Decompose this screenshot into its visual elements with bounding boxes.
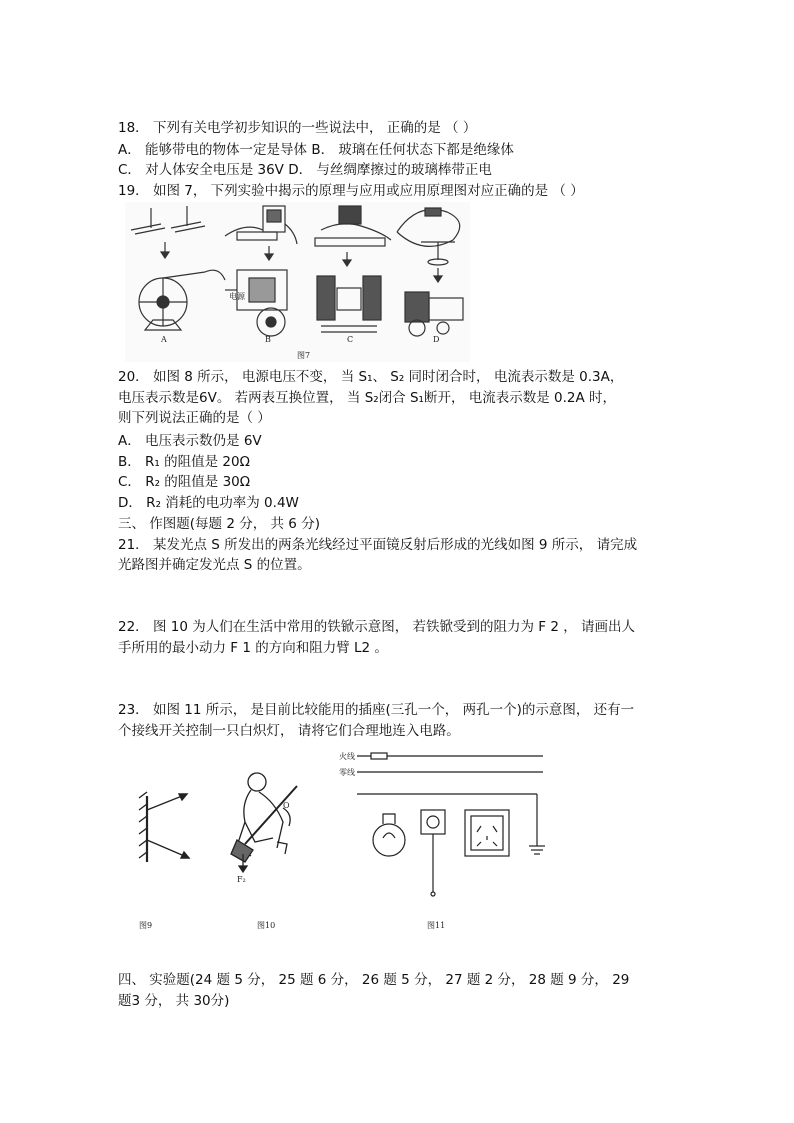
figure-7 bbox=[125, 202, 470, 362]
q20-line3: 则下列说法正确的是（ ） bbox=[118, 410, 271, 426]
section-4-line2: 题3 分， 共 30分) bbox=[118, 993, 230, 1009]
q23-line2: 个接线开关控制一只白炽灯， 请将它们合理地连入电路。 bbox=[118, 723, 460, 739]
fig7-power-label: 电源 bbox=[229, 292, 245, 301]
fig11-circuit-diagram bbox=[357, 753, 545, 896]
fig11-caption: 图11 bbox=[427, 921, 446, 930]
q19-stem: 19． 如图 7， 下列实验中揭示的原理与应用或应用原理图对应正确的是 （ ） bbox=[118, 183, 584, 199]
fig7-caption: 图7 bbox=[297, 351, 311, 360]
fig11-live-wire-label: 火线 bbox=[339, 752, 355, 761]
fig7-label-b: B bbox=[265, 335, 271, 344]
fig10-pivot-label: O bbox=[283, 801, 290, 810]
fig10-shovel-diagram bbox=[231, 773, 297, 872]
q21-line1: 21． 某发光点 S 所发出的两条光线经过平面镜反射后形成的光线如图 9 所示， 请完成 bbox=[118, 537, 638, 553]
q20-option-d: D． R₂ 消耗的电功率为 0.4W bbox=[118, 495, 299, 511]
fig10-caption: 图10 bbox=[257, 921, 276, 930]
q23-line1: 23． 如图 11 所示， 是目前比较能用的插座(三孔一个， 两孔一个)的示意图， 还有一 bbox=[118, 702, 635, 718]
fig7-label-d: D bbox=[433, 335, 440, 344]
q20-option-b: B． R₁ 的阻值是 20Ω bbox=[118, 454, 250, 470]
fig11-neutral-wire-label: 零线 bbox=[339, 768, 355, 777]
figures-9-10-11 bbox=[125, 748, 545, 936]
section-3-heading: 三、 作图题(每题 2 分， 共 6 分) bbox=[118, 516, 320, 532]
q20-option-a: A． 电压表示数仍是 6V bbox=[118, 433, 262, 449]
q22-line2: 手所用的最小动力 F 1 的方向和阻力臂 L2 。 bbox=[118, 640, 388, 656]
section-4-line1: 四、 实验题(24 题 5 分， 25 题 6 分， 26 题 5 分， 27 题 2 分， 28 题 9 分， 29 bbox=[118, 972, 630, 988]
q20-line2: 电压表示数是6V。 若两表互换位置， 当 S₂闭合 S₁断开， 电流表示数是 0.2A 时， bbox=[118, 390, 617, 406]
fig9-caption: 图9 bbox=[139, 921, 153, 930]
fig7-label-c: C bbox=[347, 335, 354, 344]
q18-options-cd: C． 对人体安全电压是 36V D． 与丝绸摩擦过的玻璃棒带正电 bbox=[118, 162, 492, 178]
q20-line1: 20． 如图 8 所示， 电源电压不变， 当 S₁、 S₂ 同时闭合时， 电流表示数是 0.3A， bbox=[118, 369, 624, 385]
q18-options-ab: A． 能够带电的物体一定是导体 B． 玻璃在任何状态下都是绝缘体 bbox=[118, 142, 514, 158]
q20-option-c: C． R₂ 的阻值是 30Ω bbox=[118, 474, 251, 490]
q22-line1: 22． 图 10 为人们在生活中常用的铁锨示意图， 若铁锨受到的阻力为 F 2 ， 请画出人 bbox=[118, 619, 636, 635]
fig9-mirror-diagram bbox=[139, 792, 189, 862]
fig10-force-label: F₂ bbox=[237, 875, 246, 884]
q21-line2: 光路图并确定发光点 S 的位置。 bbox=[118, 557, 311, 573]
fig7-label-a: A bbox=[161, 335, 167, 344]
q18-stem: 18． 下列有关电学初步知识的一些说法中， 正确的是 （ ） bbox=[118, 120, 477, 136]
